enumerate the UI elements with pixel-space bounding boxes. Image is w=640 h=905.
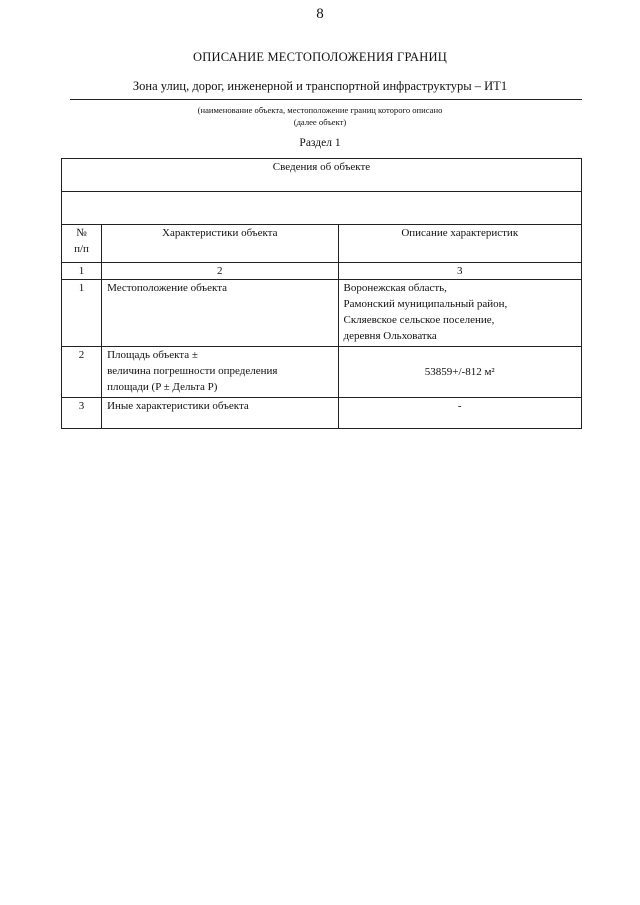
table-empty-row [62, 192, 582, 225]
column-header-characteristic: Характеристики объекта [102, 225, 338, 263]
table-row [62, 398, 582, 429]
table-row [62, 347, 582, 398]
object-name: Зона улиц, дорог, инженерной и транспортной инфраструктуры – ИТ1 [132, 79, 508, 93]
column-number-2: 2 [102, 263, 338, 280]
description-line: Рамонский муниципальный район, [343, 298, 508, 310]
description-line: Воронежская область, [343, 282, 447, 294]
row-number: 1 [62, 280, 102, 347]
row-characteristic [102, 347, 338, 398]
characteristic-line: площади (P ± Дельта P) [107, 381, 218, 393]
column-header-number-line-1: № [76, 227, 87, 239]
row-description [338, 347, 582, 398]
characteristic-line: Иные характеристики объекта [107, 400, 249, 412]
table-header-row [62, 159, 582, 192]
description-line: 53859+/-812 м² [424, 366, 495, 378]
table-empty-cell [62, 192, 582, 225]
row-description [338, 398, 582, 429]
column-header-description: Описание характеристик [338, 225, 582, 263]
description-line: деревня Ольховатка [343, 330, 437, 342]
object-info-table [61, 158, 582, 429]
column-number-3: 3 [338, 263, 582, 280]
row-description [338, 280, 582, 347]
characteristic-line: величина погрешности определения [107, 365, 278, 377]
column-number-1: 1 [62, 263, 102, 280]
table-row [62, 280, 582, 347]
description-line: Скляевское сельское поселение, [343, 314, 495, 326]
row-number: 3 [62, 398, 102, 429]
column-header-number-line-2: п/п [74, 243, 89, 255]
table-header: Сведения об объекте [62, 159, 582, 192]
description-line: - [457, 400, 462, 412]
section-title: Раздел 1 [299, 137, 341, 149]
row-characteristic [102, 398, 338, 429]
column-number-row [62, 263, 582, 280]
column-header-row [62, 225, 582, 263]
page-number: 8 [316, 6, 324, 22]
object-caption-line-2: (далее объект) [293, 117, 347, 127]
row-number: 2 [62, 347, 102, 398]
object-caption-line-1: (наименование объекта, местоположение границ которого описано [197, 105, 443, 115]
column-header-number [62, 225, 102, 263]
characteristic-line: Местоположение объекта [107, 282, 228, 294]
characteristic-line: Площадь объекта ± [107, 349, 198, 361]
row-characteristic [102, 280, 338, 347]
object-name-underline [70, 99, 582, 100]
object-caption [0, 104, 640, 128]
document-title: ОПИСАНИЕ МЕСТОПОЛОЖЕНИЯ ГРАНИЦ [193, 50, 447, 64]
